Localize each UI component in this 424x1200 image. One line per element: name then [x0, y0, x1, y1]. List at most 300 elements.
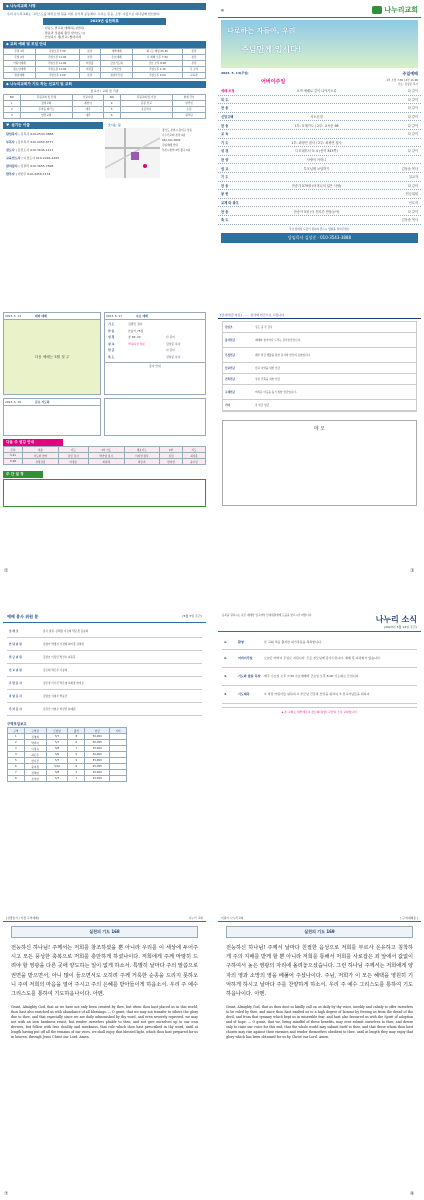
item-value: [128, 347, 166, 354]
item-number: 2.: [224, 656, 228, 660]
address-line: 032-321-0000: [162, 138, 181, 142]
cell: 2부: [160, 447, 183, 453]
list-item: [222, 668, 417, 686]
staff-phone: 010-2246-4455: [35, 155, 60, 160]
cell: 암선교회: [20, 112, 73, 118]
worship-item-leader: 다 같이: [407, 97, 418, 102]
offering-type: 주정헌금: [225, 354, 236, 357]
worship-item: [218, 130, 421, 139]
cell: 윤미경: [24, 764, 46, 770]
table-row: [4, 72, 206, 78]
list-item: [223, 374, 416, 385]
cell: 주일 1부: [4, 48, 36, 54]
cell: 금요 오후 8:00: [132, 60, 182, 66]
worship-item: [218, 121, 421, 130]
wed-service: 수요 예배: [136, 314, 148, 318]
staff-name: 이반주: [17, 171, 27, 176]
bulletin-page-6: [218, 612, 421, 874]
bulletin-page-2: [218, 3, 421, 268]
cell: 4: [8, 752, 25, 758]
item-leader: 다 같이: [166, 335, 175, 340]
cell: 본당: [79, 54, 101, 60]
item-value: 약속하신 대로: [128, 341, 146, 346]
worship-item-label: 찬 송: [221, 183, 229, 188]
item-label: 설 교: [108, 341, 115, 346]
list-item: 반주자 | 이반주 010-4456-1133: [6, 171, 51, 176]
cell: 김영희: [24, 734, 46, 740]
prayer-title: 실천의 기도 169: [226, 926, 413, 938]
list-item: [108, 328, 202, 335]
item-label: 헌 금: [108, 348, 115, 353]
role-members: 김정호 이상민 박진수 최동훈: [43, 656, 76, 659]
cell: 5/7: [46, 740, 68, 746]
news-list: [222, 635, 417, 704]
wed-date: 2023. 5. 17: [106, 314, 123, 318]
list-item: [108, 334, 202, 341]
cell: 새벽예배: [101, 48, 133, 54]
cell: 4: [68, 770, 85, 776]
list-item: [222, 635, 417, 650]
item-value: 찬송가 75장: [128, 328, 144, 333]
staff-role: 부목사: [6, 139, 15, 144]
item-text: 오늘은 어버이 주일로 지킵니다. 모든 부모님께 감사드립니다. 예배 후 다과회가 있습니다.: [264, 656, 381, 660]
worship-item: [218, 164, 421, 173]
worship-item-label: 기 도: [221, 140, 229, 145]
list-item: [7, 677, 202, 690]
worship-item-label: 신앙고백: [221, 115, 234, 120]
role-label: 현 금 위 원: [9, 656, 22, 659]
worship-item-leader: 다 같이: [407, 89, 418, 94]
cell: 수 예배 오후 7:30: [132, 54, 182, 60]
prayer-korean: 전능하신 하나님! 주께서는 저희를 창조하셨을 뿐 아니라 우리를 이 세상에 두어주시고 모든 풍성한 축복으로 저희를 충만하게 하셨나이다. 저희에게 주께 마땅히 드려야 할 영광을 다른 곳에 양도하는 일이 없게 하소서. 특별히 날마다 주의 말씀으로 권면을 받으면서, 아니 많이 들으면서도 오히려 주께 거룩한 순종을 드리지 못하오니 주여 저희의 마음을 열어 주시고 주의 은혜를 받아들이게 하옵소서. 우리 주 예수 그리스도를 통하여 기도하옵나이다. 아멘.: [11, 945, 198, 998]
worship-item-label: 교 독: [221, 132, 229, 137]
list-item: [222, 686, 417, 704]
offering-desc: 성도 중 각 감사: [255, 326, 273, 329]
role-members: 김은희 박은주 이승희: [43, 669, 68, 672]
cell: 6: [8, 764, 25, 770]
cell: 6: [103, 112, 120, 118]
cell: 박미자: [24, 740, 46, 746]
item-number: 4.: [224, 692, 228, 696]
role-members: 김영호 이철수 박동민: [43, 695, 68, 698]
item-label: 기도제목: [238, 692, 250, 696]
list-item: [108, 347, 202, 354]
staff-role: 교육전도사: [6, 155, 21, 160]
cell: 어린이예배: [4, 60, 36, 66]
worship-item-leader: 설교자: [408, 175, 418, 180]
list-item: [7, 690, 202, 703]
cell: 30,000: [85, 752, 110, 758]
bulletin-page-7: [3, 915, 206, 1190]
fri-date: 2023. 5. 19: [5, 400, 22, 404]
cell: 정혜영: [24, 770, 46, 776]
address-line: 경기도 부천시 원미구 상동: [162, 128, 193, 132]
page-number: ⑦: [4, 1191, 9, 1197]
worship-item-leader: 김상준 목사: [401, 166, 418, 171]
page-number: ⑧: [410, 1191, 415, 1197]
item-value: 창 28: 20: [128, 335, 141, 340]
cell: [120, 112, 173, 118]
church-name: 나누리교회: [384, 6, 418, 14]
worship-item-leader: 다 같이: [407, 132, 418, 137]
cell: 5/8: [46, 746, 68, 752]
cell: 5/7: [46, 734, 68, 740]
banner: [221, 20, 418, 68]
page-header-left: [성경읽기 / 가정 구역예배]: [6, 916, 39, 920]
map-header: 오시는 길: [108, 122, 121, 127]
item-number: 1.: [224, 640, 228, 644]
cell: 태국: [73, 106, 104, 112]
cell: 7: [68, 746, 85, 752]
worship-item: [218, 190, 421, 199]
worship-item-content: 사랑의 어머니: [306, 158, 327, 163]
cell: 제천이: [73, 100, 104, 106]
worship-item-content: 1부: 최평민 집사 / 2부: 최평민 집사: [291, 140, 342, 145]
cell: 비전홀: [79, 66, 101, 72]
table-row: [4, 459, 206, 465]
cell: 본당: [182, 48, 205, 54]
cell: 1: [4, 100, 21, 106]
cell: 1부 기도: [88, 447, 124, 453]
cell: 8: [68, 734, 85, 740]
offering-header: 봉사 안내: [105, 362, 205, 369]
staff-role: 전도사: [6, 147, 15, 152]
schedule-table: [3, 446, 206, 465]
cell: 몽골 선교: [120, 100, 173, 106]
cell: 윤수민: [183, 459, 206, 465]
item-label: 기도와 말씀 묵상: [238, 674, 261, 678]
memo-title: 메 모: [313, 426, 326, 432]
worship-item: [218, 87, 421, 96]
cell: 5/10: [46, 764, 68, 770]
bulletin-page-8: [218, 915, 421, 1190]
goal-header: 2023년 실천목표: [43, 18, 166, 25]
cell: NO: [4, 94, 21, 100]
item-label: 성 경: [108, 335, 115, 340]
role-label: 선 교 위 원: [9, 669, 22, 672]
table-row: [8, 776, 127, 782]
cell: 50,000: [85, 734, 110, 740]
cell: 2: [4, 106, 21, 112]
cell: 5/7: [46, 758, 68, 764]
worship-item-leader: 다 같이: [407, 123, 418, 128]
cell: 6: [68, 764, 85, 770]
offering-type: 구제헌금: [225, 391, 236, 394]
staff-name: 김전도사: [17, 147, 30, 152]
cell: 35,000: [85, 746, 110, 752]
staff-role: 관리집사: [6, 163, 18, 168]
offering-type: 십일조: [225, 326, 233, 329]
cell: 주일오전 11:00: [35, 66, 79, 72]
footer-note: 주님 앞에서 드림이 원하여 반드시 명찰을 달아주세요.: [289, 227, 350, 231]
cell: 8: [8, 776, 25, 782]
volunteer-list: [7, 625, 202, 716]
cell: 비전홀: [79, 60, 101, 66]
offering-desc: 매주 헌금 생활을 통한 감사와 헌신의 표현입니다.: [255, 354, 311, 357]
list-item: 부목사 | 김부목사 010-2054-6777: [6, 139, 54, 144]
cell: 5.28: [4, 459, 23, 465]
cell: 주일오후 1:30: [132, 66, 182, 72]
cell: 금요기도회: [101, 60, 133, 66]
memo-box: [222, 420, 417, 506]
church-logo-icon: [372, 6, 382, 14]
worship-item-content: 디모데후서 3: 4 (신약 343쪽): [295, 149, 338, 154]
cell: 청년예배: [4, 72, 36, 78]
worship-item-content: 부모님께 보답하기: [303, 166, 330, 171]
worship-item-content: 찬송가 5장 (이 천지간 만물들아): [293, 209, 340, 214]
cell: 조미란: [24, 776, 46, 782]
schedule-header: 다음 주 섬김 안내: [3, 439, 63, 446]
cell: 최은주: [24, 752, 46, 758]
list-item: [7, 638, 202, 651]
role-label: 입 례 조: [9, 630, 19, 633]
cell: 40,000: [85, 740, 110, 746]
church-logo: [372, 5, 418, 15]
cell: 5: [68, 752, 85, 758]
cell: 알리엇: [173, 100, 206, 106]
cell: NO: [103, 94, 120, 100]
item-leader: 다 같이: [166, 348, 175, 353]
page-header-left: 어린이 나누리교회: [221, 916, 244, 920]
weekly-header: 주 간 일 정: [3, 471, 43, 478]
cell: 3: [4, 112, 21, 118]
worship-item-leader: 다 같이: [407, 106, 418, 111]
cell: 기타: [110, 728, 127, 734]
list-item: 전도사 | 김전도사 010-3645-1211: [6, 147, 54, 152]
offering-type: 감사헌금: [225, 339, 236, 342]
role-members: 김영미 박명자 이정희 최미경 김혜선: [43, 643, 84, 646]
staff-phone: 010-4456-1133: [27, 171, 51, 176]
cell: 7: [8, 770, 25, 776]
worship-item: [218, 104, 421, 113]
staff-list: [3, 129, 103, 179]
goal-list: [3, 25, 206, 41]
staff-phone: 010-2543-3888: [30, 131, 54, 136]
goal-item: · 말씀과 성령의 충만 받아(도시): [43, 30, 85, 35]
cell: 5/9: [46, 752, 68, 758]
cell: 현재 국가: [173, 94, 206, 100]
worship-item-content: 사도신경: [310, 115, 323, 120]
intro-note: 등록을 원하시는 분은 예배당 입구에서 안내위원에게 도움을 받으시기 바랍니다.: [222, 614, 313, 617]
staff-header-label: 섬기는 이들: [11, 122, 30, 127]
item-leader: 김상준 목사: [166, 354, 181, 359]
cell: 주차: [4, 447, 23, 453]
worship-item: [218, 199, 421, 208]
prayer-korean: 전능하신 하나님! 주께서 날마다 친절한 음성으로 저희를 부르사 온유하고 침착하게 주의 지배를 받게 할 뿐 아니라 저희를 통해서 저희를 사로잡은 죄 앞에서 값없이 구하여서 높은 영광의 자리에 올려놓으셨습니다. 그런 하나님 주께서는 저희에게 양자의 영과 소망의 영을 베풀어 주셨나이다. 주님, 저희가 이 모든 혜택을 영원히 기억하게 하시고 날마다 주를 찬양하게 하소서. 우리 주 예수 그리스도를 통하여 기도하옵나이다. 아멘.: [226, 945, 413, 998]
cell: 5: [8, 758, 25, 764]
worship-item-label: 찬 송: [221, 106, 229, 111]
item-text: 매주 수요일 오후 7:30 수요예배와 금요일 오후 8:00 기도회로 모입니다.: [264, 674, 360, 678]
worship-item-label: 찬 송: [221, 209, 229, 214]
item-label: 축 도: [108, 354, 115, 359]
mission-text: 우리 나누리교회는 그리스도를 머리로 한 몸을 이룬 유기적 공동체다. 우리는 믿음, 소망, 사랑으로 하나님께 헌신한다.: [7, 12, 161, 16]
staff-name: 김부목사: [17, 139, 30, 144]
cell: 대만: [73, 112, 104, 118]
cell: 본당: [182, 60, 205, 66]
cell: 김민: [160, 453, 183, 459]
cell: 이지선 권사: [124, 453, 160, 459]
service-leader: 인도: 김상준 목사: [397, 83, 418, 86]
cell: 기도와 찬양: [23, 453, 59, 459]
page-header-right: 나누리 교회: [188, 916, 203, 920]
cell: 후원교회 및 단체: [20, 94, 73, 100]
cell: [110, 776, 127, 782]
offering-type: 건축헌금: [225, 378, 236, 381]
banner-text-1: 나로하는 자들아, 우리: [227, 27, 296, 35]
offering-desc: 선교 사역을 위한 헌금: [255, 367, 281, 370]
list-item: [108, 321, 202, 328]
offering-header: [감사/헌금 자료] ······· 감사와 헌금으로 드립니다: [218, 312, 421, 319]
address-line: 부천시청역 2번 출구 5분: [162, 148, 191, 152]
cell: 주일 2부: [4, 54, 36, 60]
role-members: 김민정 이수진 박은영 최희정 한지은: [43, 682, 84, 685]
cell: 한수진: [24, 758, 46, 764]
item-value: 김종민 집사: [128, 322, 143, 326]
staff-name: 이전도사: [23, 155, 36, 160]
cell: 5/8: [46, 770, 68, 776]
volunteer-header: 예배 봉사 위원 분: [7, 614, 39, 619]
cell: 본당: [79, 72, 101, 78]
item-label: 찬 송: [108, 328, 115, 333]
worship-item-leader: 김상준 목사: [401, 218, 418, 223]
cell: 1: [8, 734, 25, 740]
volunteer-date: (5월 7일 주간): [182, 614, 202, 618]
cell: 20,000: [85, 770, 110, 776]
prayer-header: ◆ 나누리교회가 기도 하는 선교지 및 교회: [3, 81, 206, 88]
banner-text-2: 주님만께 입시다!: [241, 45, 302, 54]
cell: 화~토 매일 05:30: [132, 48, 182, 54]
cell: 본당: [182, 54, 205, 60]
worship-item: [218, 113, 421, 122]
left-date: 2023. 5. 14: [5, 314, 22, 318]
church-map: [105, 128, 160, 178]
mission-header: ◆ 나누리교회 사명: [3, 3, 206, 10]
page-number: ③: [410, 568, 415, 574]
group-report-table: [7, 727, 127, 782]
cell: 최지혜: [88, 459, 124, 465]
cell: 최지훈: [183, 453, 206, 459]
item-text: 본 교회 처음 출석한 새가족분을 축복합니다.: [264, 640, 322, 644]
cell: 성령강림: [23, 459, 59, 465]
cell: 모임일: [46, 728, 68, 734]
cell: 주일오전 11:00: [35, 54, 79, 60]
goal-item: · 믿음도 견고히 예배하는(반려): [43, 26, 84, 31]
worship-item-label: 찬 송: [221, 123, 229, 128]
cell: 꿈의교회: [20, 100, 73, 106]
cell: 2: [8, 740, 25, 746]
role-members: 김성진 이현우 박상민 최재원: [43, 708, 76, 711]
table-row: [4, 112, 206, 118]
cell: 기도: [183, 447, 206, 453]
cell: 9: [68, 758, 85, 764]
cell: 청년부모임: [101, 72, 133, 78]
prayer-english: Grant, Almighty God, that as thou dost so kindly call on us daily by thy voice, meekly and calmly to offer ourselves to be ruled by thee, and since thou hast exalted us to a high degree of honour by freeing us from the dread of the devil, and from that tyranny which kept us in miserable fear, and hast also favoured us with the Spirit of adoption and of hope, — O grant, that we, being mindful of these benefits, may ever submit ourselves to thee, and desire only to raise our voice for this end, that the whole world may submit itself to thee, and that those whom thou hast chosen may rise against their enemies and render themselves obedient to thee, until at length they may enjoy that glory which has been obtained for us by Christ our Lord. Amen.: [226, 1005, 413, 1040]
mission-table: [3, 94, 206, 119]
list-item: 관리집사 | 김관리 010-3655-7898: [6, 163, 54, 168]
cell: 박가영 집사: [88, 453, 124, 459]
worship-item: [218, 207, 421, 216]
role-label: 주 방 봉 사: [9, 682, 22, 685]
address-block: [160, 128, 192, 178]
cell: 수원: [173, 106, 206, 112]
offering-type: 기타: [225, 404, 231, 407]
page-number: ②: [4, 568, 9, 574]
wed-order: [105, 320, 205, 362]
contact-bar: 담임목사 김상준 · 010-3543-3888: [221, 233, 418, 243]
bulletin-page-3: [3, 312, 206, 564]
heart-icon: ♥: [6, 122, 10, 127]
worship-item-label: 성 경: [221, 149, 229, 154]
list-item: [223, 400, 416, 411]
news-date: (2023년 5월 14일 주간): [383, 625, 417, 629]
worship-item-label: 축 도: [221, 218, 229, 223]
worship-item-leader: 헌금위원: [405, 192, 418, 197]
list-item: [223, 333, 416, 348]
cell: 5.21: [4, 453, 23, 459]
group-report-header: 구역모임보고: [7, 722, 27, 726]
list-item: [7, 703, 202, 716]
cell: 헌금: [85, 728, 110, 734]
cell: 교육관: [182, 72, 205, 78]
worship-item-label: 예배 초청: [221, 89, 235, 94]
worship-item-label: 교제 와 광고: [221, 201, 239, 206]
cell: 7: [68, 776, 85, 782]
item-number: 3.: [224, 674, 228, 678]
staff-role: 반주자: [6, 171, 15, 176]
worship-item-label: 기 도: [221, 175, 229, 180]
list-item: 교육전도사 | 이전도사 010-2246-4455: [6, 155, 60, 160]
offering-desc: 예배와 절기마다 드리는 감사헌금입니다.: [255, 339, 301, 342]
left-service: 테마 예배: [35, 314, 47, 318]
worship-item: [218, 147, 421, 156]
role-label: 차 량 봉 사: [9, 695, 22, 698]
left-notice: 다음 예배는 5월 첫 주: [4, 320, 100, 394]
list-item: [7, 664, 202, 677]
cell: 주일오후 3:00: [132, 72, 182, 78]
cell: 수요예배: [101, 54, 133, 60]
prayer-english: Grant, Almighty God, that as we have not only been created by thee, but when thou hast placed us in this world, thou hast also enriched us with abundance of all blessings, — O grant, that we may not transfer to others the glory due to thee, and that especially since we are daily admonished by thy word, and even severely reproved, we may not with an iron hardness resist, but render ourselves pliable to thee, and not give ourselves up to our own devices, but follow with true docility and meekness, that rule which thou hast prescribed in thy word, until at length having put off all the remains of our vices, we shall enjoy that blessed light, which thou hast prepared for us in heaven, through Jesus Christ our Lord. Amen.: [11, 1005, 198, 1040]
cell: 5: [103, 106, 120, 112]
cell: 주일오전 7:30: [35, 48, 79, 54]
worship-item: [218, 156, 421, 165]
cell: 유로써니: [120, 106, 173, 112]
item-label: 기 도: [108, 322, 115, 326]
list-item: [223, 348, 416, 363]
worship-item-leader: 인도자: [408, 201, 418, 206]
worship-item-leader: 다 같이: [407, 209, 418, 214]
service-date: 2023. 5. 14(주일): [221, 71, 249, 75]
worship-item-content: 오직 예배로 깊이 나아가도록: [296, 89, 337, 94]
list-item: [7, 651, 202, 664]
item-text: ① 비전 어린이들 위하여 ② 부모님 건강과 신앙을 위하여 ③ 선교사님들을 위하여: [264, 692, 370, 696]
service-name: 주일예배: [402, 71, 418, 76]
list-item: [222, 650, 417, 668]
staff-header: [3, 122, 103, 129]
goal-item: · 안녕하시 세(선교) 협력하세: [43, 35, 82, 40]
staff-name: 김관리: [20, 163, 30, 168]
cell: 주일오전 11:00: [35, 60, 79, 66]
worship-item: [218, 139, 421, 148]
news-title: 나누리 소식: [375, 615, 417, 624]
cell: 45,000: [85, 776, 110, 782]
cell: 후원교회 및 기관: [120, 94, 173, 100]
worship-item: [218, 173, 421, 182]
cell: 대표기도: [124, 447, 160, 453]
staff-phone: 010-3645-1211: [30, 147, 54, 152]
worship-item: [218, 96, 421, 105]
bulletin-page-1: [3, 3, 206, 268]
offering-desc: 각 헌금 입금: [255, 404, 270, 407]
